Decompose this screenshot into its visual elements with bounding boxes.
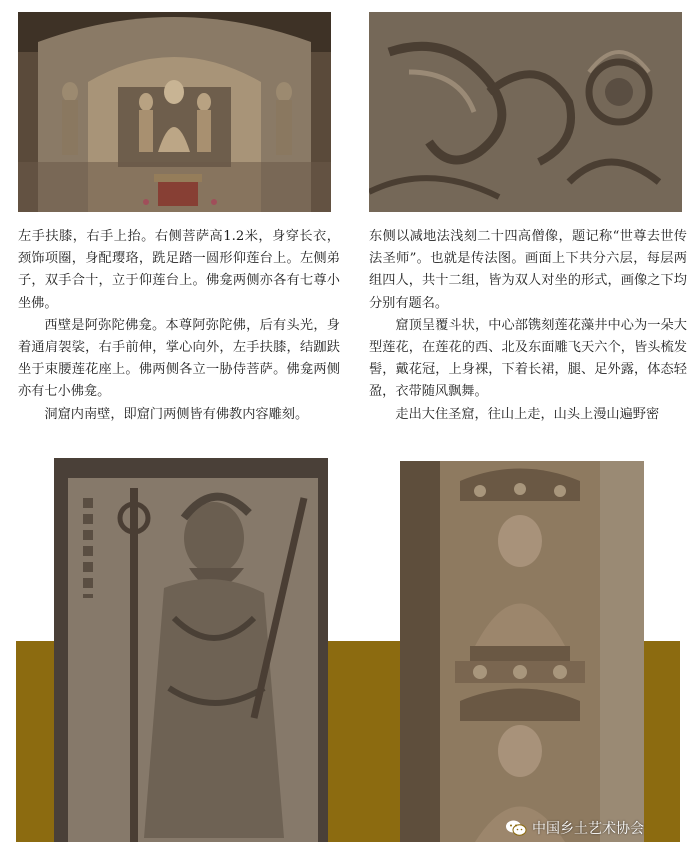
paragraph: 左手扶膝，右手上抬。右侧菩萨高1.2米，身穿长衣，颈饰项圈，身配璎珞，跣足踏一圆形仰莲台上。左侧弟子，双手合十，立于仰莲台上。佛龛两侧亦各有七尊小坐佛。 <box>18 229 340 311</box>
paragraph: 西壁是阿弥陀佛龛。本尊阿弥陀佛，后有头光，身着通肩袈裟，右手前伸，掌心向外，左手扶膝，结跏趺坐于束腰莲花座上。佛两侧各立一胁侍菩萨。佛龛两侧亦有七小佛龛。 <box>18 317 340 400</box>
left-text-column <box>18 226 340 426</box>
wechat-watermark <box>505 818 644 838</box>
watermark-text: 中国乡土艺术协会 <box>532 821 644 837</box>
photo-cave-niche-buddhas <box>18 12 331 212</box>
photo-guardian-relief <box>54 458 328 842</box>
photo-seated-buddha-relief <box>400 461 644 842</box>
right-text-column <box>369 226 687 426</box>
paragraph: 走出大住圣窟，往山上走，山头上漫山遍野密 <box>395 406 660 422</box>
photo-carved-floral-relief <box>369 12 682 212</box>
paragraph: 东侧以减地法浅刻二十四高僧像，题记称“世尊去世传法圣师”。也就是传法图。画面上下共分六层，每层两组四人，共十二组，皆为双人对坐的形式，画像之下均分别有题名。 <box>369 229 687 311</box>
wechat-icon <box>505 819 527 837</box>
paragraph: 洞窟内南壁，即窟门两侧皆有佛教内容雕刻。 <box>44 406 309 422</box>
paragraph: 窟顶呈覆斗状，中心部镌刻莲花藻井中心为一朵大型莲花，在莲花的西、北及东面雕飞天六个，皆头梳发髻，戴花冠，上身裸，下着长裙，腿、足外露，体态轻盈，衣带随风飘舞。 <box>369 317 687 400</box>
